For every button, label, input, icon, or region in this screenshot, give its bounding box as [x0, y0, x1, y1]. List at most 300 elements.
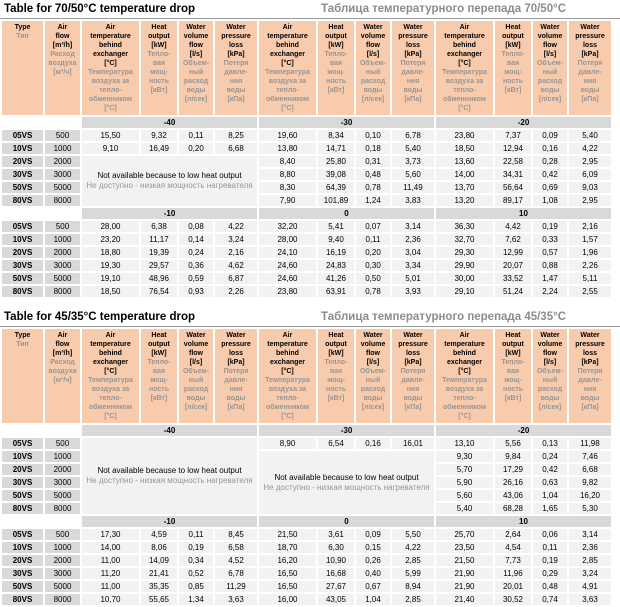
- data-cell: 3,04: [392, 247, 434, 258]
- data-cell: 35,35: [141, 581, 177, 592]
- data-cell: 4,91: [569, 581, 611, 592]
- data-cell: 0,78: [356, 182, 390, 193]
- outdoor-temp-band-label: -40: [82, 425, 257, 436]
- col-header-line-en: output: [502, 341, 524, 348]
- data-cell: 4,52: [215, 555, 257, 566]
- col-header-line-ru: Температура: [442, 69, 487, 76]
- data-cell: 6,68: [215, 143, 257, 154]
- data-cell: 21,41: [141, 568, 177, 579]
- data-cell: 0,57: [533, 247, 567, 258]
- data-cell: 0,19: [179, 542, 213, 553]
- col-header-line-en: Water: [363, 24, 383, 31]
- data-cell: 0,36: [179, 260, 213, 271]
- col-header-type: [2, 329, 43, 423]
- temp-band-row: [2, 425, 611, 436]
- col-header-line-en: exchanger: [269, 51, 306, 58]
- col-header-line-ru: мощ-: [504, 69, 522, 76]
- row-airflow-value: 500: [45, 529, 80, 540]
- data-cell: 5,40: [392, 143, 434, 154]
- data-cell: 9,32: [141, 130, 177, 141]
- not-available-text-ru: Не доступно - низкая мощность нагревателя: [263, 482, 430, 492]
- col-header-line-ru: воды: [580, 395, 600, 402]
- data-cell: 0,10: [356, 130, 390, 141]
- row-airflow-value: 3000: [45, 260, 80, 271]
- col-header-line-ru: тепло-: [276, 395, 299, 402]
- col-header-line-ru: [л/сек]: [538, 404, 562, 411]
- col-header-line-en: [l/s]: [189, 359, 203, 366]
- table-title-bar: [0, 1, 620, 19]
- data-cell: 3,63: [569, 594, 611, 605]
- col-header-line-en: [l/s]: [189, 51, 203, 58]
- col-header-line-ru: [°C]: [104, 413, 117, 420]
- data-cell: 2,16: [569, 221, 611, 232]
- data-cell: 16,19: [318, 247, 354, 258]
- outdoor-temp-band-label: 0: [259, 516, 434, 527]
- col-header-line-ru: вая: [506, 60, 520, 67]
- data-cell: 6,54: [318, 438, 354, 449]
- col-header-line-en: temperature: [444, 33, 485, 40]
- data-cell: 10,90: [318, 555, 354, 566]
- table-title-en: Table for 45/35°C temperature drop: [4, 311, 195, 323]
- data-cell: 12,99: [495, 247, 531, 258]
- col-header-line-ru: Объем-: [536, 60, 564, 67]
- data-cell: 7,90: [259, 195, 316, 206]
- col-header-line-en: flow: [366, 42, 380, 49]
- temperature-drop-table-45-35: [0, 327, 613, 607]
- col-header-type: [2, 21, 43, 115]
- data-cell: 16,20: [259, 555, 316, 566]
- row-airflow-value: 3000: [45, 568, 80, 579]
- table-row: [2, 568, 611, 579]
- col-header-line-en: Air: [459, 24, 470, 31]
- col-header-line-ru: Тепло-: [147, 359, 171, 366]
- data-cell: 7,73: [495, 555, 531, 566]
- col-header-line-ru: [°C]: [104, 105, 117, 112]
- data-cell: 8,94: [392, 581, 434, 592]
- col-header-line-en: volume: [360, 341, 386, 348]
- col-header-line-ru: воздуха за: [91, 78, 130, 85]
- col-header-line-ru: [кВт]: [327, 395, 345, 402]
- row-airflow-value: 3000: [45, 477, 80, 488]
- col-header-line-ru: Потеря: [577, 368, 603, 375]
- outdoor-temp-band-label: 10: [436, 516, 611, 527]
- band-spacer: [2, 516, 43, 527]
- not-available-cell: [82, 438, 257, 514]
- col-header-line-en: behind: [99, 42, 122, 49]
- col-header-line-ru: Потеря: [400, 368, 426, 375]
- col-header-line-ru: [°C]: [281, 105, 294, 112]
- col-header-line-en: Air: [282, 332, 293, 339]
- data-cell: 0,52: [179, 568, 213, 579]
- col-header-line-ru: воды: [226, 395, 246, 402]
- data-cell: 23,20: [82, 234, 139, 245]
- col-header-line-en: loss: [405, 42, 420, 49]
- data-cell: 0,40: [356, 568, 390, 579]
- row-airflow-value: 5000: [45, 490, 80, 501]
- data-cell: 25,80: [318, 156, 354, 167]
- data-cell: 32,70: [436, 234, 493, 245]
- col-header-line-en: volume: [183, 341, 209, 348]
- col-header-water-pressure-loss-3: [569, 21, 611, 115]
- data-cell: 5,30: [569, 503, 611, 514]
- col-header-line-ru: давле-: [578, 69, 602, 76]
- data-cell: 21,50: [436, 555, 493, 566]
- data-cell: 8,06: [141, 542, 177, 553]
- data-cell: 41,26: [318, 273, 354, 284]
- col-header-line-en: [kPa]: [404, 51, 422, 58]
- col-header-line-en: [kW]: [151, 350, 167, 357]
- col-header-line-ru: расход: [360, 386, 386, 393]
- col-header-line-en: pressure: [575, 341, 605, 348]
- col-header-line-ru: воздуха за: [445, 386, 484, 393]
- table-title-bar: [0, 309, 620, 327]
- col-header-line-en: output: [325, 341, 347, 348]
- col-header-line-en: volume: [360, 33, 386, 40]
- not-available-cell: [259, 451, 434, 514]
- data-cell: 0,16: [533, 143, 567, 154]
- col-header-line-ru: вая: [152, 60, 166, 67]
- data-cell: 64,39: [318, 182, 354, 193]
- col-header-line-en: flow: [189, 42, 203, 49]
- col-header-line-ru: Потеря: [223, 368, 249, 375]
- col-header-line-ru: давле-: [401, 377, 425, 384]
- data-cell: 21,90: [436, 581, 493, 592]
- col-header-line-en: output: [148, 341, 170, 348]
- col-header-line-ru: ность: [148, 78, 170, 85]
- data-cell: 18,50: [436, 143, 493, 154]
- table-row: [2, 273, 611, 284]
- col-header-line-en: [kPa]: [581, 51, 599, 58]
- col-header-air-temperature-behind-exchanger-2: [259, 329, 316, 423]
- outdoor-temp-band-label: 10: [436, 208, 611, 219]
- col-header-water-pressure-loss-1: [215, 21, 257, 115]
- row-airflow-value: 5000: [45, 581, 80, 592]
- data-cell: 0,08: [179, 221, 213, 232]
- row-type-label: 20VS: [2, 555, 43, 566]
- data-cell: 23,80: [259, 286, 316, 297]
- data-cell: 0,09: [356, 529, 390, 540]
- data-cell: 14,09: [141, 555, 177, 566]
- row-airflow-value: 2000: [45, 555, 80, 566]
- data-cell: 17,30: [82, 529, 139, 540]
- col-header-line-ru: [кПа]: [581, 96, 599, 103]
- col-header-line-en: temperature: [444, 341, 485, 348]
- data-cell: 3,24: [215, 234, 257, 245]
- data-cell: 1,47: [533, 273, 567, 284]
- data-cell: 3,14: [569, 529, 611, 540]
- col-header-line-ru: ный: [188, 377, 204, 384]
- col-header-line-ru: [м³/ч]: [53, 377, 72, 384]
- table-row: [2, 529, 611, 540]
- col-header-line-ru: ный: [542, 69, 558, 76]
- data-cell: 29,10: [436, 286, 493, 297]
- col-header-line-en: flow: [55, 341, 70, 348]
- data-cell: 24,10: [259, 247, 316, 258]
- outdoor-temp-band-label: -10: [82, 516, 257, 527]
- col-header-line-en: Type: [14, 332, 31, 339]
- col-header-line-ru: давле-: [578, 377, 602, 384]
- col-header-line-en: pressure: [575, 33, 605, 40]
- outdoor-temp-band-label: -20: [436, 425, 611, 436]
- col-header-water-volume-flow-2: [356, 329, 390, 423]
- col-header-line-ru: [°C]: [458, 413, 471, 420]
- col-header-line-ru: ния: [583, 78, 597, 85]
- data-cell: 23,80: [436, 130, 493, 141]
- col-header-line-ru: воды: [186, 87, 206, 94]
- col-header-line-ru: Объем-: [359, 60, 387, 67]
- data-cell: 28,00: [82, 221, 139, 232]
- row-type-label: 10VS: [2, 143, 43, 154]
- data-cell: 11,98: [569, 438, 611, 449]
- col-header-line-ru: ния: [406, 78, 420, 85]
- col-header-air-flow: [45, 21, 80, 115]
- row-airflow-value: 5000: [45, 182, 80, 193]
- data-cell: 19,60: [259, 130, 316, 141]
- data-cell: 0,18: [356, 143, 390, 154]
- col-header-line-ru: тепло-: [99, 395, 122, 402]
- row-airflow-value: 3000: [45, 169, 80, 180]
- col-header-line-en: Type: [14, 24, 31, 31]
- data-cell: 2,16: [215, 247, 257, 258]
- data-cell: 5,01: [392, 273, 434, 284]
- col-header-line-en: Air: [282, 24, 293, 31]
- col-header-line-en: [kPa]: [581, 359, 599, 366]
- col-header-line-ru: воздуха: [48, 368, 77, 375]
- col-header-line-ru: Тип: [16, 341, 29, 348]
- data-cell: 6,78: [215, 568, 257, 579]
- not-available-text-ru: Не доступно - низкая мощность нагревателя: [86, 181, 253, 190]
- data-cell: 5,40: [436, 503, 493, 514]
- col-header-line-en: [m³/h]: [52, 42, 73, 49]
- col-header-line-en: [l/s]: [366, 51, 380, 58]
- data-cell: 0,15: [356, 542, 390, 553]
- data-cell: 0,20: [179, 143, 213, 154]
- data-cell: 6,09: [569, 169, 611, 180]
- data-cell: 6,87: [215, 273, 257, 284]
- col-header-line-en: [l/s]: [543, 359, 557, 366]
- col-header-line-ru: вая: [329, 60, 343, 67]
- row-type-label: 50VS: [2, 490, 43, 501]
- row-type-label: 20VS: [2, 156, 43, 167]
- col-header-line-ru: ность: [502, 386, 524, 393]
- band-spacer: [45, 516, 80, 527]
- data-cell: 8,34: [318, 130, 354, 141]
- col-header-water-pressure-loss-2: [392, 21, 434, 115]
- temp-band-row: [2, 516, 611, 527]
- band-spacer: [45, 208, 80, 219]
- col-header-line-en: [l/s]: [543, 51, 557, 58]
- data-cell: 2,64: [495, 529, 531, 540]
- col-header-line-ru: тепло-: [453, 87, 476, 94]
- col-header-line-en: pressure: [398, 341, 428, 348]
- data-cell: 9,82: [569, 477, 611, 488]
- data-cell: 19,10: [82, 273, 139, 284]
- col-header-line-ru: ный: [542, 377, 558, 384]
- data-cell: 43,05: [318, 594, 354, 605]
- not-available-cell: [82, 156, 257, 206]
- data-cell: 0,42: [533, 169, 567, 180]
- col-header-line-ru: [л/сек]: [361, 404, 385, 411]
- data-cell: 5,56: [495, 438, 531, 449]
- col-header-line-en: [°C]: [458, 60, 471, 67]
- table-row: [2, 286, 611, 297]
- col-header-line-en: temperature: [90, 341, 131, 348]
- data-cell: 0,19: [533, 555, 567, 566]
- col-header-line-en: [kW]: [505, 42, 521, 49]
- data-cell: 3,73: [392, 156, 434, 167]
- data-cell: 3,61: [318, 529, 354, 540]
- col-header-line-ru: обменником: [442, 404, 487, 411]
- data-cell: 0,30: [356, 260, 390, 271]
- data-cell: 16,20: [569, 490, 611, 501]
- col-header-line-en: flow: [55, 33, 70, 40]
- data-cell: 30,52: [495, 594, 531, 605]
- data-cell: 9,03: [569, 182, 611, 193]
- row-type-label: 30VS: [2, 260, 43, 271]
- col-header-line-ru: расход: [537, 78, 563, 85]
- data-cell: 18,70: [259, 542, 316, 553]
- data-cell: 0,20: [356, 247, 390, 258]
- data-cell: 29,57: [141, 260, 177, 271]
- col-header-line-en: flow: [366, 350, 380, 357]
- col-header-line-ru: тепло-: [276, 87, 299, 94]
- row-type-label: 05VS: [2, 438, 43, 449]
- col-header-line-en: Water: [363, 332, 383, 339]
- data-cell: 24,60: [259, 273, 316, 284]
- col-header-line-en: Air: [57, 332, 68, 339]
- col-header-line-ru: [кВт]: [150, 87, 168, 94]
- col-header-line-ru: воды: [403, 87, 423, 94]
- data-cell: 1,34: [179, 594, 213, 605]
- data-cell: 21,90: [436, 568, 493, 579]
- col-header-line-ru: Тепло-: [501, 359, 525, 366]
- data-cell: 11,96: [495, 568, 531, 579]
- col-header-line-en: Water: [186, 24, 206, 31]
- data-cell: 22,58: [495, 156, 531, 167]
- table-row: [2, 130, 611, 141]
- data-cell: 2,26: [215, 286, 257, 297]
- col-header-line-ru: воды: [186, 395, 206, 402]
- col-header-line-en: Water: [186, 332, 206, 339]
- data-cell: 7,37: [495, 130, 531, 141]
- data-cell: 1,04: [356, 594, 390, 605]
- data-cell: 39,08: [318, 169, 354, 180]
- col-header-line-ru: ния: [229, 78, 243, 85]
- data-cell: 13,20: [436, 195, 493, 206]
- row-type-label: 05VS: [2, 130, 43, 141]
- col-header-line-ru: обменником: [88, 96, 133, 103]
- col-header-line-ru: ность: [502, 78, 524, 85]
- col-header-line-ru: Потеря: [400, 60, 426, 67]
- row-airflow-value: 500: [45, 130, 80, 141]
- data-cell: 1,04: [533, 490, 567, 501]
- table-row: [2, 542, 611, 553]
- table-row: [2, 581, 611, 592]
- row-airflow-value: 2000: [45, 156, 80, 167]
- col-header-line-ru: Тепло-: [147, 51, 171, 58]
- row-airflow-value: 1000: [45, 542, 80, 553]
- col-header-line-ru: Тепло-: [501, 51, 525, 58]
- col-header-line-en: flow: [189, 350, 203, 357]
- data-cell: 2,85: [392, 555, 434, 566]
- data-cell: 0,11: [356, 234, 390, 245]
- col-header-line-ru: давле-: [401, 69, 425, 76]
- col-header-heat-output-2: [318, 329, 354, 423]
- data-cell: 56,64: [495, 182, 531, 193]
- col-header-line-en: Heat: [505, 24, 521, 31]
- data-cell: 0,78: [356, 286, 390, 297]
- table-row: [2, 247, 611, 258]
- col-header-line-en: output: [325, 33, 347, 40]
- col-header-line-en: Heat: [151, 24, 167, 31]
- table-title-ru: Таблица температурного перепада 70/50°C: [321, 3, 566, 15]
- col-header-line-en: Water: [540, 24, 560, 31]
- table-section-70-50: [0, 1, 620, 299]
- col-header-line-ru: Объем-: [359, 368, 387, 375]
- col-header-line-ru: расход: [183, 78, 209, 85]
- col-header-line-ru: обменником: [88, 404, 133, 411]
- data-cell: 7,46: [569, 451, 611, 462]
- data-cell: 0,31: [356, 156, 390, 167]
- data-cell: 63,91: [318, 286, 354, 297]
- col-header-line-ru: [м³/ч]: [53, 69, 72, 76]
- col-header-line-en: exchanger: [446, 51, 483, 58]
- row-airflow-value: 500: [45, 438, 80, 449]
- data-cell: 8,40: [259, 156, 316, 167]
- col-header-line-ru: воздуха за: [268, 386, 307, 393]
- col-header-line-en: [kW]: [328, 42, 344, 49]
- data-cell: 30,00: [436, 273, 493, 284]
- row-type-label: 30VS: [2, 477, 43, 488]
- col-header-line-en: [kW]: [328, 350, 344, 357]
- col-header-line-ru: воздуха за: [91, 386, 130, 393]
- data-cell: 5,99: [392, 568, 434, 579]
- col-header-line-ru: вая: [329, 368, 343, 375]
- col-header-line-ru: расход: [537, 386, 563, 393]
- data-cell: 89,17: [495, 195, 531, 206]
- data-cell: 8,25: [215, 130, 257, 141]
- data-cell: 3,34: [392, 260, 434, 271]
- data-cell: 0,16: [356, 438, 390, 449]
- col-header-line-en: exchanger: [92, 51, 129, 58]
- col-header-line-ru: Температура: [88, 69, 133, 76]
- data-cell: 1,57: [569, 234, 611, 245]
- col-header-line-ru: тепло-: [453, 395, 476, 402]
- data-cell: 0,11: [533, 542, 567, 553]
- header-row: [2, 329, 611, 423]
- col-header-line-en: Water: [226, 24, 246, 31]
- not-available-text-en: Not available because to low heat output: [97, 171, 242, 180]
- col-header-line-ru: ния: [406, 386, 420, 393]
- col-header-heat-output-1: [141, 21, 177, 115]
- data-cell: 11,17: [141, 234, 177, 245]
- col-header-line-ru: Объем-: [182, 60, 210, 67]
- data-cell: 6,30: [318, 542, 354, 553]
- outdoor-temp-band-label: -10: [82, 208, 257, 219]
- col-header-line-ru: воды: [580, 87, 600, 94]
- data-cell: 0,19: [533, 221, 567, 232]
- col-header-line-ru: [л/сек]: [361, 96, 385, 103]
- col-header-heat-output-2: [318, 21, 354, 115]
- col-header-line-en: exchanger: [92, 359, 129, 366]
- data-cell: 29,90: [436, 260, 493, 271]
- data-cell: 5,90: [436, 477, 493, 488]
- data-cell: 1,65: [533, 503, 567, 514]
- data-cell: 0,48: [356, 169, 390, 180]
- data-cell: 101,89: [318, 195, 354, 206]
- row-type-label: 05VS: [2, 221, 43, 232]
- col-header-line-en: [°C]: [281, 368, 294, 375]
